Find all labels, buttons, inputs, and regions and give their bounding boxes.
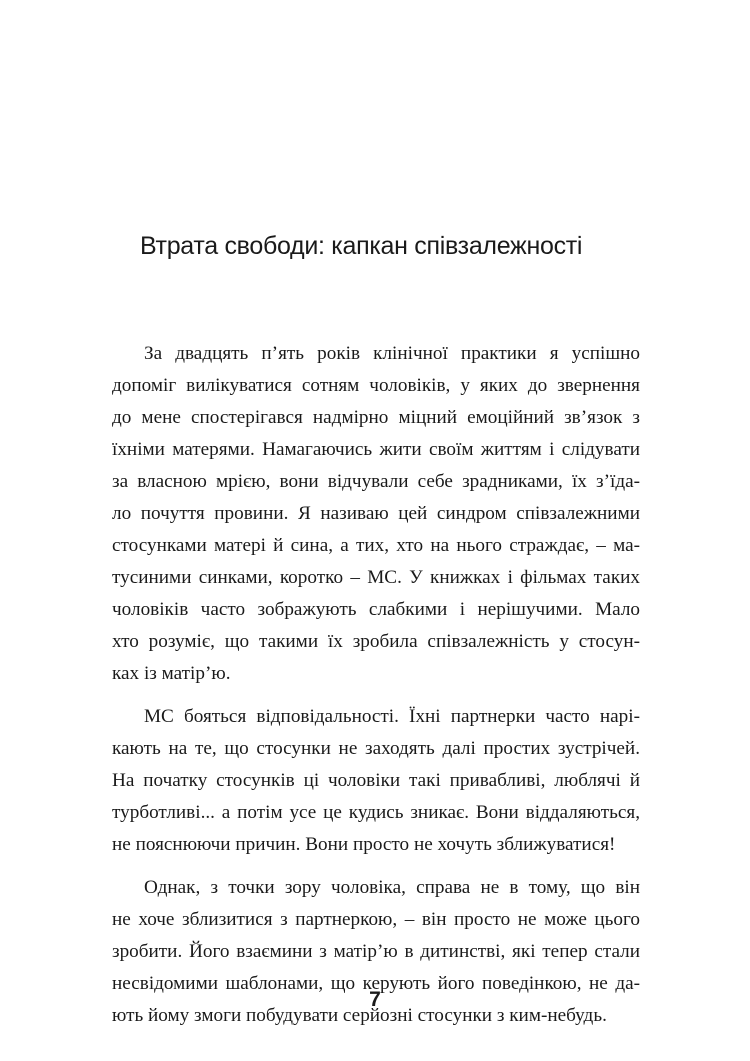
paragraph-gap xyxy=(112,861,640,872)
text-line: турботливі... а потім усе це кудись зникає. Вони віддаляються, xyxy=(112,802,640,823)
text-line: несвідомими шаблонами, що керують його поведінкою, не да- xyxy=(112,973,640,994)
text-line: не пояснюючи причин. Вони просто не хочуть зближуватися! xyxy=(112,834,616,855)
text-line: тусиними синками, коротко – МС. У книжках і фільмах таких xyxy=(112,567,640,588)
text-line: МС бояться відповідальності. Їхні партнерки часто нарі- xyxy=(144,706,640,727)
text-line: не хоче зблизитися з партнеркою, – він просто не може цього xyxy=(112,909,640,930)
text-line: За двадцять п’ять років клінічної практики я успішно xyxy=(144,343,640,364)
text-line: хто розуміє, що такими їх зробила співзалежність у стосун- xyxy=(112,631,640,652)
text-line: зробити. Його взаємини з матір’ю в дитинстві, які тепер стали xyxy=(112,941,640,962)
chapter-title: Втрата свободи: капкан співзалежності xyxy=(140,232,583,260)
text-line: стосунками матері й сина, а тих, хто на нього страждає, – ма- xyxy=(112,535,640,556)
text-line: їхніми матерями. Намагаючись жити своїм життям і слідувати xyxy=(112,439,640,460)
paragraph-1 xyxy=(112,338,640,690)
text-line: ло почуття провини. Я називаю цей синдром співзалежними xyxy=(112,503,640,524)
text-line: допоміг вилікуватися сотням чоловіків, у яких до звернення xyxy=(112,375,640,396)
text-line: за власною мрією, вони відчували себе зрадниками, їх з’їда- xyxy=(112,471,640,492)
paragraph-2 xyxy=(112,701,640,861)
text-line: кають на те, що стосунки не заходять далі простих зустрічей. xyxy=(112,738,640,759)
text-line: чоловіків часто зображують слабкими і нерішучими. Мало xyxy=(112,599,640,620)
text-line: ках із матір’ю. xyxy=(112,663,231,684)
text-line: до мене спостерігався надмірно міцний емоційний зв’язок з xyxy=(112,407,640,428)
text-line: ють йому змоги побудувати серйозні стосунки з ким-небудь. xyxy=(112,1005,607,1026)
body-text xyxy=(112,338,640,1032)
text-line: На початку стосунків ці чоловіки такі привабливі, люблячі й xyxy=(112,770,640,791)
text-line: Однак, з точки зору чоловіка, справа не в тому, що він xyxy=(144,877,640,898)
paragraph-gap xyxy=(112,690,640,701)
page-number: 7 xyxy=(369,988,381,1011)
